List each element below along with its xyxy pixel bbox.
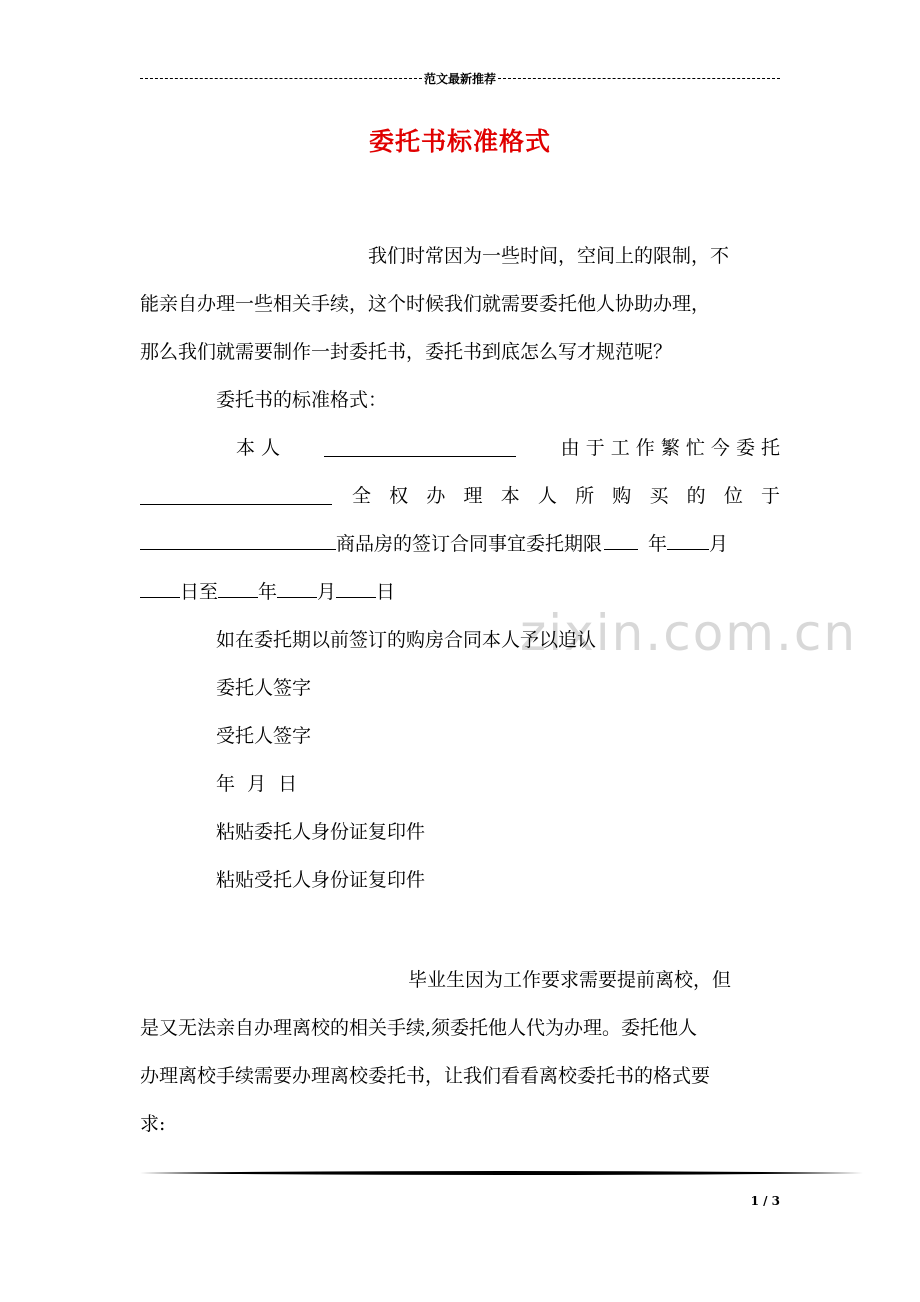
- second-line-3: 办理离校手续需要办理离校委托书，让我们看看离校委托书的格式要: [140, 1065, 711, 1087]
- form-end-day-label: 日: [376, 581, 396, 603]
- header-dash-right: [498, 78, 780, 79]
- blank-period[interactable]: [604, 531, 638, 550]
- page-header: [140, 70, 780, 86]
- form-year-label: 年: [648, 533, 668, 555]
- form-end-year-label: 年: [258, 581, 278, 603]
- form-line-3: [140, 520, 780, 568]
- blank-principal[interactable]: [324, 438, 516, 457]
- form-line-4: [140, 568, 780, 616]
- footer-rule: [140, 1170, 863, 1176]
- blank-end-day[interactable]: [336, 579, 376, 598]
- form-line-1: [140, 424, 780, 472]
- blank-start-day[interactable]: [140, 579, 180, 598]
- blank-property[interactable]: [140, 531, 336, 550]
- form-authority-text: 全 权 办 理 本 人 所 购 买 的 位 于: [352, 485, 780, 507]
- format-heading: 委托书的标准格式：: [216, 389, 388, 411]
- intro-line-2: 能亲自办理一些相关手续，这个时候我们就需要委托他人协助办理，: [140, 293, 711, 315]
- principal-signature: 委托人签字: [216, 677, 312, 699]
- ratify-clause: 如在委托期以前签订的购房合同本人予以追认: [216, 629, 597, 651]
- blank-end-month[interactable]: [277, 579, 317, 598]
- form-month-label: 月: [709, 533, 729, 555]
- second-paragraph: [140, 956, 780, 1148]
- header-dash-left: [140, 78, 422, 79]
- blank-start-month[interactable]: [667, 531, 709, 550]
- document-title: 委托书标准格式: [368, 127, 551, 156]
- agent-id-copy: 粘贴受托人身份证复印件: [216, 869, 426, 891]
- form-line-2: [140, 472, 780, 520]
- intro-line-1: 我们时常因为一些时间，空间上的限制，不: [368, 245, 730, 267]
- intro-paragraph: [140, 232, 780, 904]
- form-to-label: 日至: [180, 581, 219, 603]
- date-line: 年 月 日: [216, 773, 298, 795]
- header-label: 范文最新推荐: [424, 71, 497, 86]
- page-number: 1 / 3: [750, 1194, 780, 1208]
- second-line-2: 是又无法亲自办理离校的相关手续,须委托他人代为办理。委托他人: [140, 1017, 698, 1039]
- blank-end-year[interactable]: [218, 579, 258, 598]
- form-self-label: 本 人: [236, 437, 281, 459]
- form-end-month-label: 月: [317, 581, 337, 603]
- form-delegate-text: 由 于 工 作 繁 忙 今 委 托: [560, 437, 780, 459]
- principal-id-copy: 粘贴委托人身份证复印件: [216, 821, 426, 843]
- intro-line-3: 那么我们就需要制作一封委托书，委托书到底怎么写才规范呢？: [140, 341, 673, 363]
- watermark: zixin.com.cn: [520, 604, 858, 662]
- second-line-4: 求:: [140, 1113, 166, 1135]
- form-contract-text: 商品房的签订合同事宜委托期限: [336, 533, 603, 555]
- second-line-1: 毕业生因为工作要求需要提前离校，但: [408, 969, 732, 991]
- blank-agent[interactable]: [140, 486, 332, 505]
- agent-signature: 受托人签字: [216, 725, 312, 747]
